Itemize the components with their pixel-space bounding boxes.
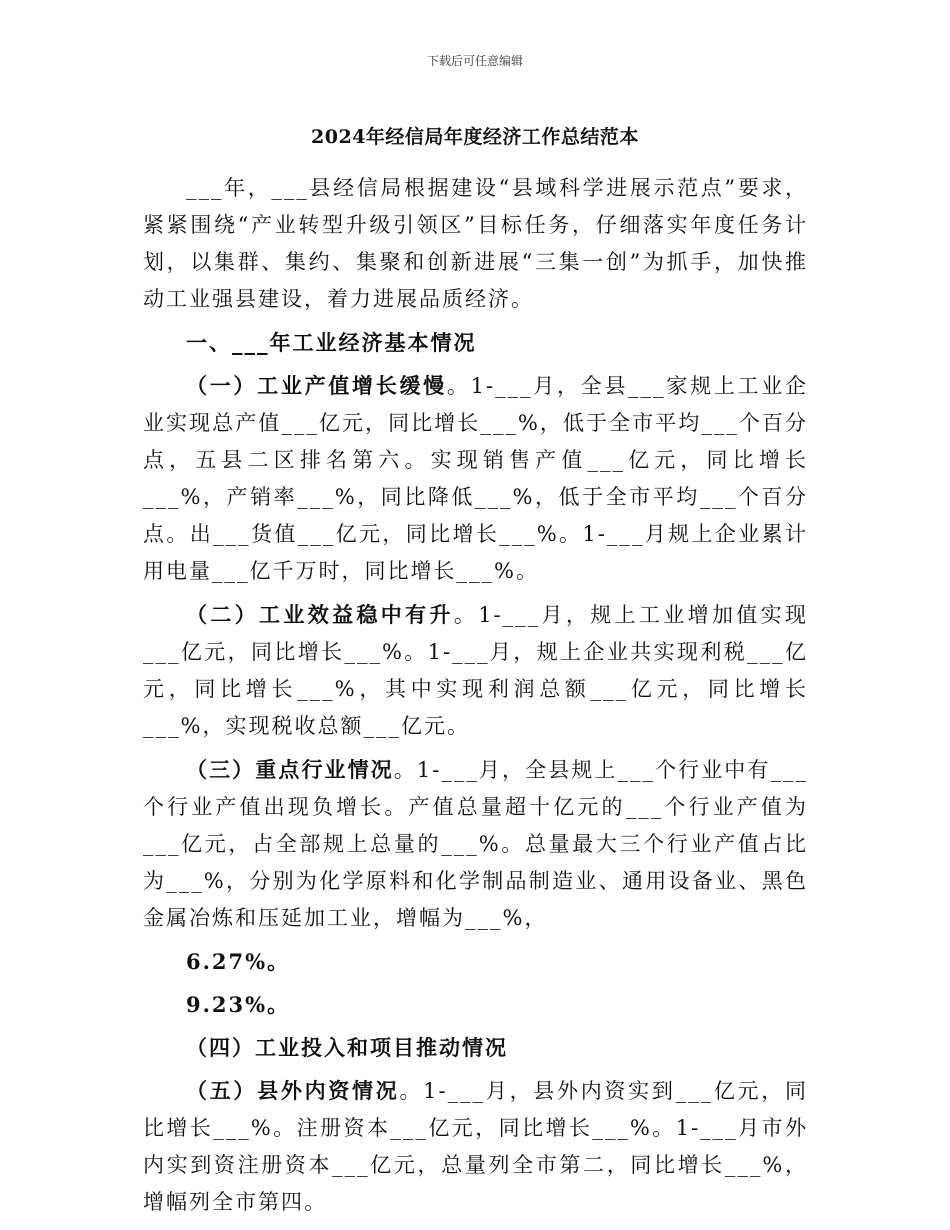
- item-text-1: 。1-___月，全县___家规上工业企业实现总产值___亿元，同比增长___%，低于全市平均___个百分点，五县二区排名第六。实现销售产值___亿元，同比增长___%，产销率___%，同比降低___%，低于全市平均___个百分点。出___货值___亿元，同比增长___%。1-___月规上企业累计用电量___亿千万时，同比增长___%。: [143, 374, 808, 583]
- document-title: 2024年经信局年度经济工作总结范本: [311, 126, 639, 148]
- item-paragraph-2: [143, 596, 808, 745]
- value-line-2: 9.23%。: [186, 992, 291, 1017]
- item-text-3: 。1-___月，全县规上___个行业中有___个行业产值出现负增长。产值总量超十亿元的___个行业产值为___亿元，占全部规上总量的___%。总量最大三个行业产值占比为___%，分别为化学原料和化学制品制造业、通用设备业、黑色金属冶炼和压延加工业，增幅为___%，: [143, 758, 808, 930]
- header-note: 下载后可任意编辑: [426, 54, 523, 68]
- item-text-5: 。1-___月，县外内资实到___亿元，同比增长___%。注册资本___亿元，同比增长___%。1-___月市外内实到资注册资本___亿元，总量列全市第二，同比增长___%，增幅列全市第四。: [143, 1079, 808, 1214]
- item-paragraph-1: [143, 367, 808, 590]
- item-heading-5: （五）县外内资情况: [186, 1078, 400, 1103]
- item-heading-3: （三）重点行业情况: [186, 757, 394, 782]
- value-line-1: 6.27%。: [186, 949, 291, 974]
- item-text-2: 。1-___月，规上工业增加值实现___亿元，同比增长___%。1-___月，规上企业共实现利税___亿元，同比增长___%，其中实现利润总额___亿元，同比增长___%，实现税收总额___亿元。: [143, 603, 808, 738]
- item-heading-2: （二）工业效益稳中有升: [186, 602, 454, 627]
- intro-paragraph: ___年，___县经信局根据建设“县域科学进展示范点”要求，紧紧围绕“产业转型升级引领区”目标任务，仔细落实年度任务计划，以集群、集约、集聚和创新进展“三集一创”为抓手，加快推动工业强县建设，着力进展品质经济。: [143, 176, 808, 311]
- document-body: [143, 170, 808, 1221]
- item-paragraph-3: [143, 751, 808, 937]
- section-heading: 一、___年工业经济基本情况: [186, 330, 477, 355]
- item-heading-4: （四）工业投入和项目推动情况: [186, 1035, 508, 1060]
- item-heading-1: （一）工业产值增长缓慢: [186, 373, 447, 398]
- item-paragraph-5: [143, 1072, 808, 1221]
